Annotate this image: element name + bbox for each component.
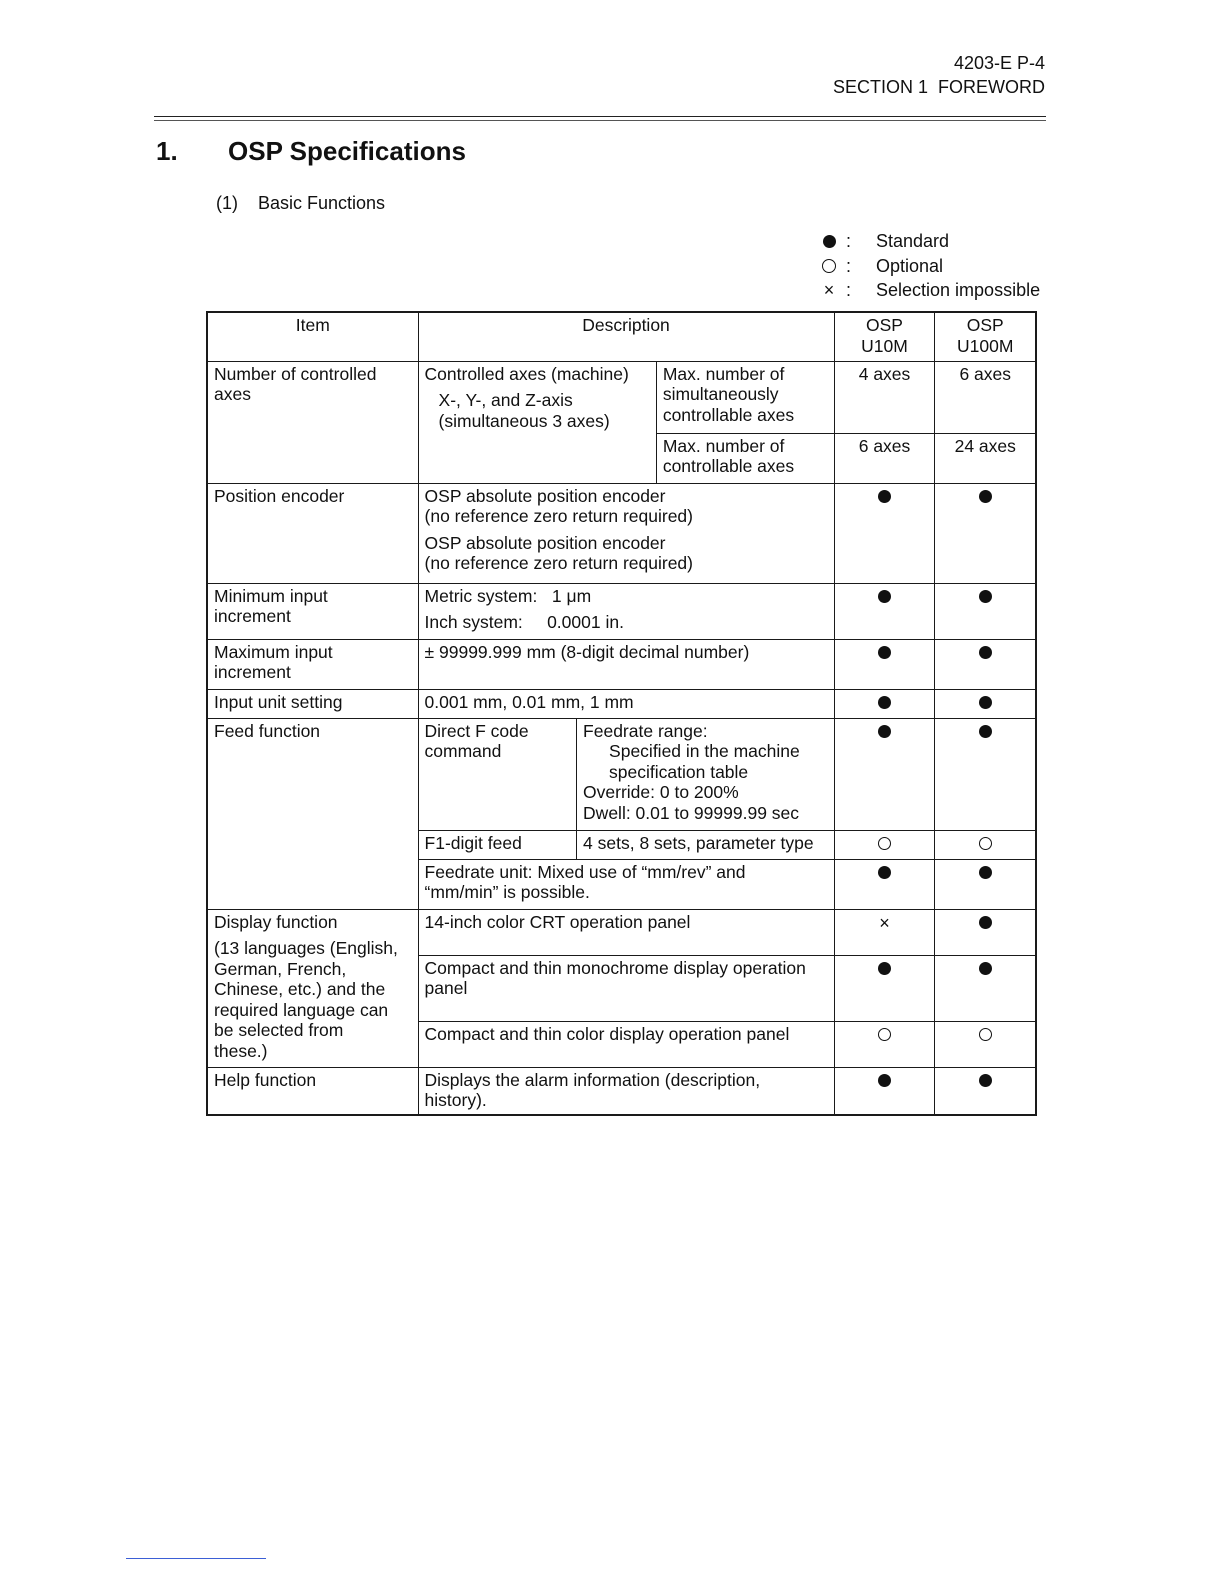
- legend: [816, 229, 1040, 303]
- header-u10m: OSP U10M: [834, 312, 935, 361]
- page-header: [833, 51, 1045, 99]
- axes-simultaneous-label: Max. number of simultaneously controllable axes: [656, 361, 834, 433]
- table-row: [207, 583, 1036, 639]
- standard-icon: [878, 725, 891, 738]
- legend-standard: : Standard: [816, 229, 1040, 254]
- axes-item: Number of controlled axes: [207, 361, 418, 483]
- legend-impossible: × : Selection impossible: [823, 280, 1041, 301]
- axes-controllable-label: Max. number of controllable axes: [656, 433, 834, 483]
- axes-desc: Controlled axes (machine) X-, Y-, and Z-axis (simultaneous 3 axes): [418, 361, 656, 483]
- header-rule: [154, 116, 1046, 117]
- feed-f1-u10m: [834, 830, 935, 859]
- filled-circle-icon: [823, 235, 836, 248]
- feed-unit-u100m: [935, 859, 1036, 909]
- display-mono-desc: Compact and thin monochrome display operation panel: [418, 955, 834, 1021]
- section-title: OSP Specifications: [228, 136, 466, 166]
- max-input-desc: ± 99999.999 mm (8-digit decimal number): [418, 639, 834, 689]
- feed-direct-u10m: [834, 718, 935, 830]
- doc-code: 4203-E P-4: [953, 53, 1045, 73]
- min-input-desc: Metric system: 1 μm Inch system: 0.0001 in.: [418, 583, 834, 639]
- display-item: Display function (13 languages (English, German, French, Chinese, etc.) and the required language can be selected from these.): [207, 909, 418, 1067]
- display-color-desc: Compact and thin color display operation panel: [418, 1021, 834, 1067]
- axes-controllable-u100m: 24 axes: [935, 433, 1036, 483]
- standard-icon: [979, 1074, 992, 1087]
- standard-icon: [878, 696, 891, 709]
- table-row: [207, 909, 1036, 955]
- table-row: [207, 361, 1036, 433]
- standard-icon: [979, 962, 992, 975]
- help-u100m: [935, 1067, 1036, 1115]
- feed-direct-desc: Feedrate range: Specified in the machine specification table Override: 0 to 200% Dwell: 0.01 to 99999.99 sec: [577, 718, 834, 830]
- display-mono-u100m: [935, 955, 1036, 1021]
- encoder-item: Position encoder: [207, 483, 418, 583]
- standard-icon: [878, 962, 891, 975]
- max-input-item: Maximum input increment: [207, 639, 418, 689]
- feed-item: Feed function: [207, 718, 418, 909]
- max-input-u100m: [935, 639, 1036, 689]
- open-circle-icon: [822, 259, 836, 273]
- encoder-u10m: [834, 483, 935, 583]
- feed-f1-label: F1-digit feed: [418, 830, 577, 859]
- min-input-item: Minimum input increment: [207, 583, 418, 639]
- optional-icon: [878, 1028, 891, 1041]
- display-color-u100m: [935, 1021, 1036, 1067]
- min-input-u10m: [834, 583, 935, 639]
- standard-icon: [979, 696, 992, 709]
- feed-unit-desc: Feedrate unit: Mixed use of “mm/rev” and “mm/min” is possible.: [418, 859, 834, 909]
- standard-icon: [979, 490, 992, 503]
- standard-icon: [878, 1074, 891, 1087]
- subsection-title: Basic Functions: [258, 193, 386, 213]
- feed-direct-u100m: [935, 718, 1036, 830]
- legend-optional: : Optional: [816, 254, 1040, 279]
- standard-icon: [878, 646, 891, 659]
- optional-icon: [979, 837, 992, 850]
- display-color-u10m: [834, 1021, 935, 1067]
- table-row: [207, 689, 1036, 718]
- axes-controllable-u10m: 6 axes: [834, 433, 935, 483]
- unit-setting-u10m: [834, 689, 935, 718]
- unit-setting-item: Input unit setting: [207, 689, 418, 718]
- header-item: Item: [207, 312, 418, 361]
- standard-icon: [979, 590, 992, 603]
- header-rule-thin: [154, 120, 1046, 121]
- feed-f1-u100m: [935, 830, 1036, 859]
- spec-table: [206, 311, 1037, 1116]
- standard-icon: [878, 590, 891, 603]
- standard-icon: [878, 490, 891, 503]
- impossible-icon: ×: [879, 912, 890, 933]
- encoder-u100m: [935, 483, 1036, 583]
- max-input-u10m: [834, 639, 935, 689]
- help-u10m: [834, 1067, 935, 1115]
- table-row: [207, 718, 1036, 830]
- subsection-number: (1): [216, 193, 238, 213]
- optional-icon: [878, 837, 891, 850]
- help-desc: Displays the alarm information (description, history).: [418, 1067, 834, 1115]
- table-header-row: [207, 312, 1036, 361]
- help-item: Help function: [207, 1067, 418, 1115]
- axes-simultaneous-u100m: 6 axes: [935, 361, 1036, 433]
- table-row: [207, 639, 1036, 689]
- optional-icon: [979, 1028, 992, 1041]
- section-number: 1.: [156, 136, 178, 166]
- standard-icon: [979, 866, 992, 879]
- standard-icon: [878, 866, 891, 879]
- unit-setting-desc: 0.001 mm, 0.01 mm, 1 mm: [418, 689, 834, 718]
- encoder-desc: OSP absolute position encoder (no reference zero return required) OSP absolute position encoder (no reference zero return required): [418, 483, 834, 583]
- unit-setting-u100m: [935, 689, 1036, 718]
- display-crt-desc: 14-inch color CRT operation panel: [418, 909, 834, 955]
- table-row: [207, 483, 1036, 583]
- table-row: [207, 1067, 1036, 1115]
- cross-icon: ×: [823, 280, 835, 301]
- feed-unit-u10m: [834, 859, 935, 909]
- display-crt-u10m: [834, 909, 935, 955]
- standard-icon: [979, 916, 992, 929]
- standard-icon: [979, 725, 992, 738]
- header-u100m: OSP U100M: [935, 312, 1036, 361]
- display-crt-u100m: [935, 909, 1036, 955]
- standard-icon: [979, 646, 992, 659]
- feed-direct-label: Direct F code command: [418, 718, 577, 830]
- axes-simultaneous-u10m: 4 axes: [834, 361, 935, 433]
- section-label: SECTION 1 FOREWORD: [832, 77, 1045, 97]
- header-description: Description: [418, 312, 834, 361]
- min-input-u100m: [935, 583, 1036, 639]
- footer-line: [126, 1558, 266, 1559]
- feed-f1-desc: 4 sets, 8 sets, parameter type: [577, 830, 834, 859]
- display-mono-u10m: [834, 955, 935, 1021]
